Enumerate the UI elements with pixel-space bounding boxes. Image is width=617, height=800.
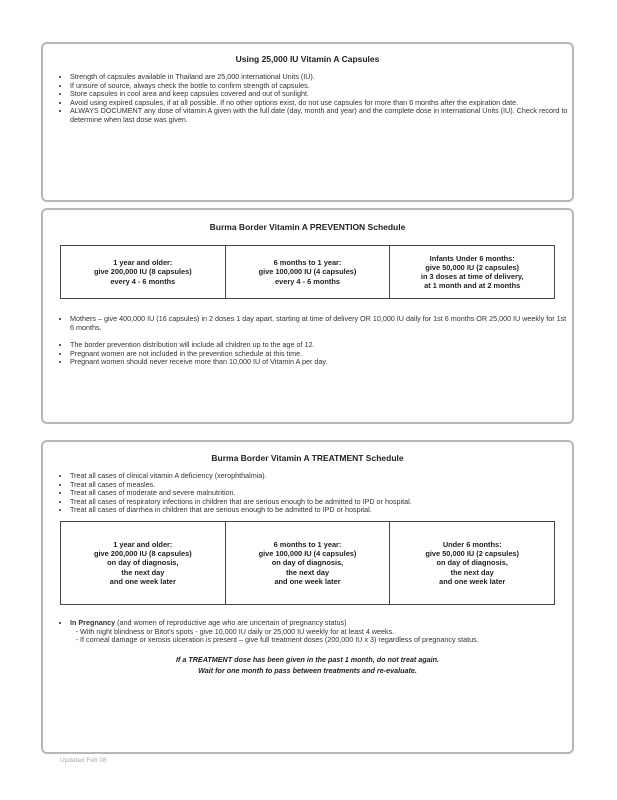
cell-line: on day of diagnosis,	[271, 558, 344, 568]
cell-line: on day of diagnosis,	[107, 558, 179, 568]
list-item: - If corneal damage or xerosis ulceration is present – give full treatment doses (200,000 IU x 3) regardless of pregnancy status.	[80, 636, 572, 645]
cell-line: give 50,000 IU (2 capsules)	[425, 262, 520, 272]
cell-line: 1 year and older:	[113, 539, 173, 549]
prevention-section	[41, 208, 574, 424]
treatment-cell-1yr	[61, 522, 225, 604]
cell-line: give 50,000 IU (2 capsules)	[425, 549, 520, 559]
treatment-section	[41, 440, 574, 754]
cell-line: Under 6 months:	[442, 539, 502, 549]
list-item: • Avoid using expired capsules, if at all possible. If no other options exist, do not use capsules for more than 6 months after the expiration date.	[70, 99, 572, 108]
cell-line: at 1 month and at 2 months	[424, 281, 521, 291]
list-item: • Treat all cases of respiratory infections in children that are serious enough to be admitted to IPD or hospital.	[70, 498, 572, 507]
cell-line: give 200,000 IU (8 capsules)	[93, 549, 192, 559]
pregnancy-list	[43, 619, 572, 645]
closing-line-2: Wait for one month to pass between treatments and re-evaluate.	[198, 665, 417, 675]
cell-line: the next day	[121, 567, 165, 577]
list-item: • Pregnant women should never receive more than 10,000 IU of Vitamin A per day.	[70, 358, 572, 367]
cell-line: the next day	[285, 567, 330, 577]
pregnancy-sublist	[70, 628, 572, 645]
pregnancy-note	[70, 619, 572, 645]
cell-line: and one week later	[274, 576, 341, 586]
prevention-title: Burma Border Vitamin A PREVENTION Schedule	[209, 222, 406, 232]
pregnancy-text: (and women of reproductive age who are uncertain of pregnancy status)	[117, 617, 347, 627]
prevention-dose-table	[60, 245, 555, 299]
list-item: • ALWAYS DOCUMENT any dose of vitamin A given with the full date (day, month and year) and the complete dose in international Units (IU). Check record to determine when last dose was given.	[70, 107, 572, 124]
cell-line: and one week later	[109, 576, 176, 586]
cell-line: give 200,000 IU (8 capsules)	[93, 267, 192, 277]
list-item: • Treat all cases of measles.	[70, 481, 572, 490]
prevention-cell-1yr	[61, 246, 225, 298]
cell-line: 1 year and older:	[113, 258, 173, 268]
treatment-dose-table	[60, 521, 555, 605]
closing-line-1: If a TREATMENT dose has been given in the past 1 month, do not treat again.	[175, 654, 440, 664]
treatment-list	[43, 472, 572, 515]
list-item: • Treat all cases of moderate and severe malnutrition.	[70, 489, 572, 498]
cell-line: and one week later	[439, 576, 506, 586]
cell-line: every 4 - 6 months	[275, 276, 340, 286]
mothers-list	[43, 315, 572, 332]
list-item: • Treat all cases of diarrhea in children that are serious enough to be admitted to IPD or hospital.	[70, 506, 572, 515]
list-item: • Strength of capsules available in Thailand are 25,000 international Units (IU).	[70, 73, 572, 82]
capsules-section	[41, 42, 574, 202]
list-item: • Store capsules in cool area and keep capsules covered and out of sunlight.	[70, 90, 572, 99]
treatment-cell-under6mo	[389, 522, 554, 604]
list-item: • Treat all cases of clinical vitamin A deficiency (xerophthalmia).	[70, 472, 572, 481]
pregnancy-label: In Pregnancy	[70, 617, 116, 627]
cell-line: 6 months to 1 year:	[273, 539, 342, 549]
treatment-cell-6mo	[225, 522, 390, 604]
prevention-notes	[43, 341, 572, 367]
list-item: • The border prevention distribution will include all children up to the age of 12.	[70, 341, 572, 350]
capsules-title: Using 25,000 IU Vitamin A Capsules	[235, 54, 380, 64]
treatment-title: Burma Border Vitamin A TREATMENT Schedule	[211, 453, 404, 463]
cell-line: in 3 doses at time of delivery,	[420, 272, 524, 281]
list-item: • Pregnant women are not included in the prevention schedule at this time.	[70, 350, 572, 359]
list-item: - With night blindness or Bitot's spots - give 10,000 IU daily or 25,000 IU weekly for at least 4 weeks.	[80, 628, 572, 637]
cell-line: every 4 - 6 months	[110, 276, 176, 286]
cell-line: give 100,000 IU (4 capsules)	[258, 549, 357, 559]
cell-line: Infants Under 6 months:	[429, 253, 515, 263]
list-item: • If unsure of source, always check the bottle to confirm strength of capsules.	[70, 82, 572, 91]
cell-line: give 100,000 IU (4 capsules)	[258, 267, 357, 277]
cell-line: the next day	[450, 567, 494, 577]
mothers-note: • Mothers – give 400,000 IU (16 capsules) in 2 doses 1 day apart, starting at time of delivery OR 10,000 IU daily for 1st 6 months OR 25,000 IU weekly for 1st 6 months.	[70, 315, 572, 332]
prevention-cell-6mo	[225, 246, 390, 298]
cell-line: on day of diagnosis,	[436, 558, 508, 568]
footer-note: Updated Feb 08	[60, 757, 107, 764]
prevention-cell-infant	[389, 246, 554, 298]
capsules-list	[43, 73, 572, 125]
cell-line: 6 months to 1 year:	[273, 258, 342, 268]
